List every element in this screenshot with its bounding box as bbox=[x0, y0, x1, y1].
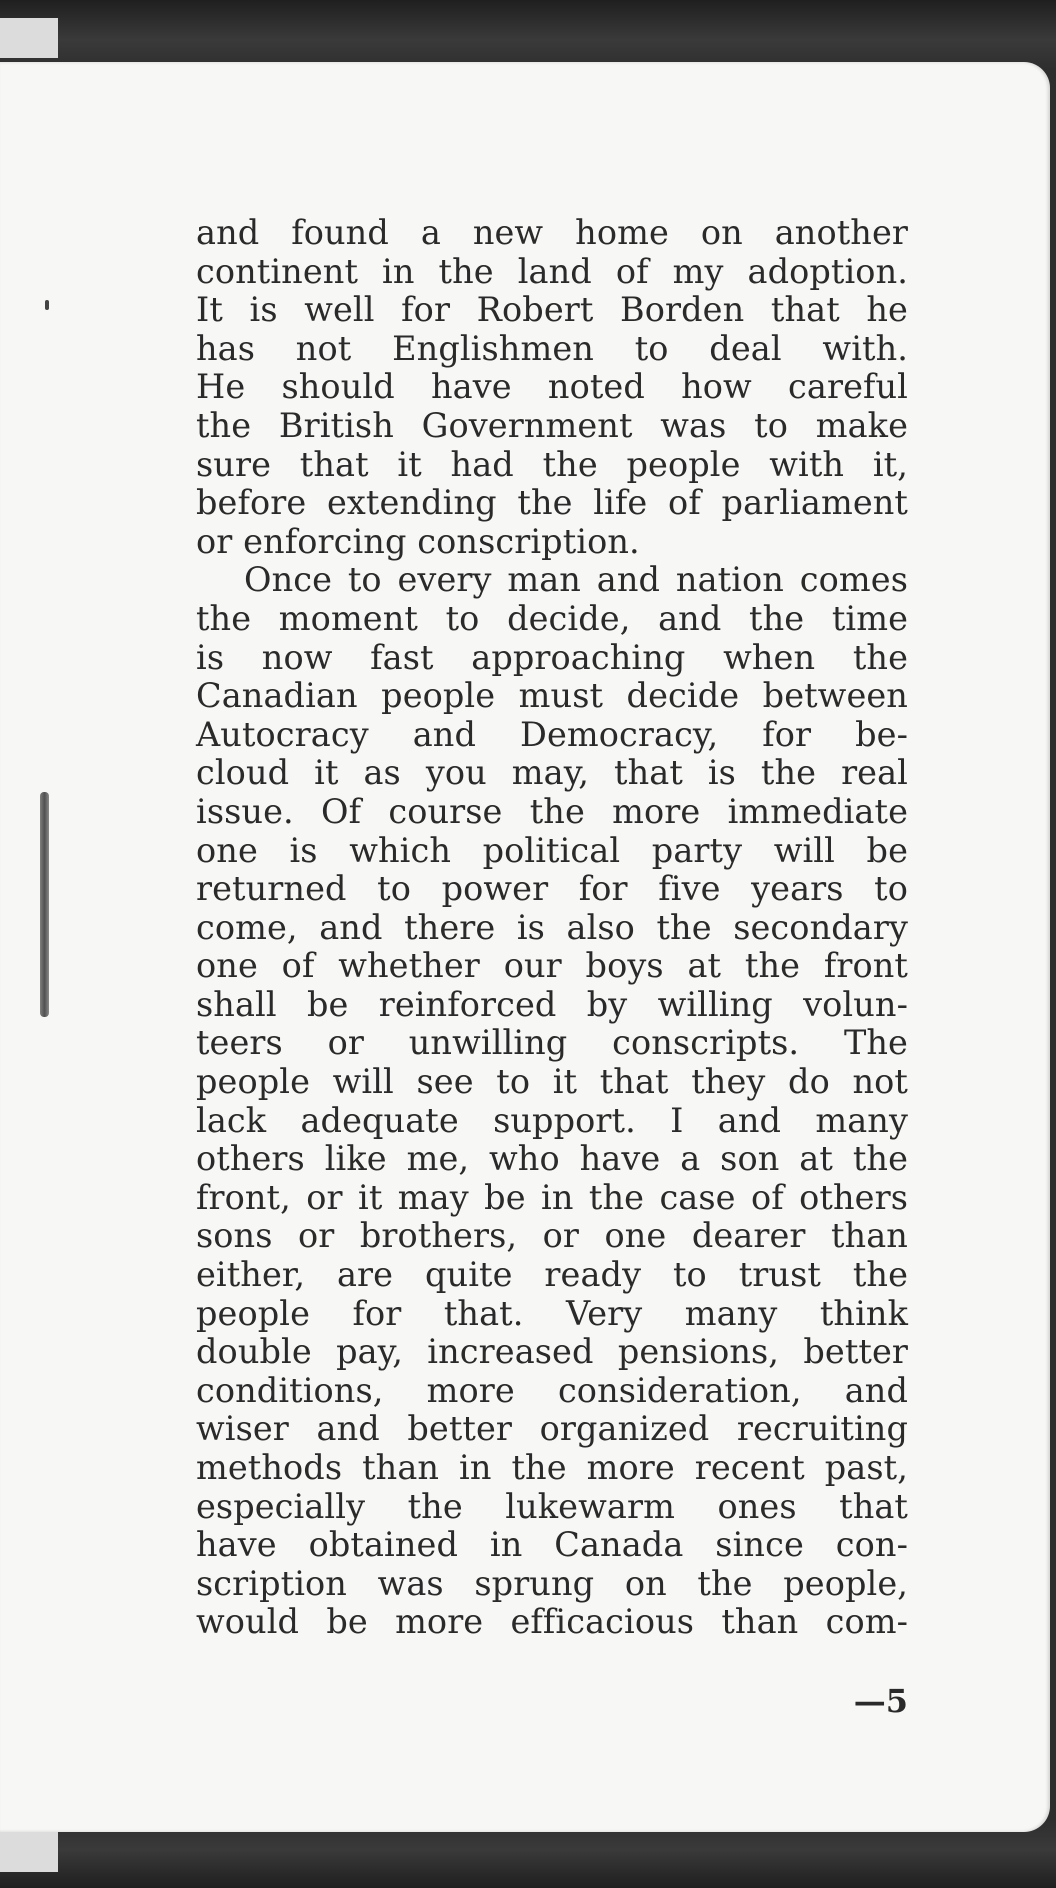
text-line: teers or unwilling conscripts. The bbox=[196, 1023, 908, 1063]
text-line: come, and there is also the secondary bbox=[196, 907, 908, 947]
text-line: or enforcing conscription. bbox=[196, 521, 640, 561]
text-line: one is which political party will be bbox=[196, 830, 908, 870]
text-line: the moment to decide, and the time bbox=[196, 598, 908, 638]
text-line: shall be reinforced by willing volun- bbox=[196, 984, 908, 1024]
scan-edge-strip-bottom bbox=[0, 1832, 58, 1872]
text-line: cloud it as you may, that is the real bbox=[196, 753, 908, 793]
scan-edge-strip-top bbox=[0, 18, 58, 58]
margin-mark bbox=[45, 300, 49, 310]
text-line: Autocracy and Democracy, for be- bbox=[196, 714, 908, 754]
text-line: sons or brothers, or one dearer than bbox=[196, 1216, 908, 1256]
body-text bbox=[196, 214, 908, 1642]
text-line: conditions, more consideration, and bbox=[196, 1370, 908, 1410]
text-line: the British Government was to make bbox=[196, 405, 908, 445]
text-line: has not Englishmen to deal with. bbox=[196, 328, 908, 368]
text-line: especially the lukewarm ones that bbox=[196, 1486, 908, 1526]
text-line: people will see to it that they do not bbox=[196, 1062, 908, 1102]
text-line: front, or it may be in the case of others bbox=[196, 1177, 908, 1217]
text-line: Canadian people must decide between bbox=[196, 676, 908, 716]
text-line: one of whether our boys at the front bbox=[196, 946, 908, 986]
text-line: and found a new home on another bbox=[196, 213, 908, 252]
text-line: have obtained in Canada since con- bbox=[196, 1525, 908, 1565]
page-number: —5 bbox=[853, 1682, 908, 1720]
text-line: would be more efficacious than com- bbox=[196, 1602, 908, 1642]
text-line: lack adequate support. I and many bbox=[196, 1100, 908, 1140]
text-line: people for that. Very many think bbox=[196, 1293, 908, 1333]
text-line: scription was sprung on the people, bbox=[196, 1563, 908, 1603]
text-line: It is well for Robert Borden that he bbox=[196, 290, 908, 330]
text-line: Once to every man and nation comes bbox=[244, 560, 908, 600]
text-line: sure that it had the people with it, bbox=[196, 444, 908, 484]
text-line: is now fast approaching when the bbox=[196, 637, 908, 677]
text-line: before extending the life of parliament bbox=[196, 483, 908, 523]
text-line: others like me, who have a son at the bbox=[196, 1139, 908, 1179]
text-line: methods than in the more recent past, bbox=[196, 1448, 908, 1487]
text-line: double pay, increased pensions, better bbox=[196, 1332, 908, 1372]
text-line: continent in the land of my adoption. bbox=[196, 251, 908, 291]
text-line: issue. Of course the more immediate bbox=[196, 791, 908, 831]
text-line: returned to power for five years to bbox=[196, 869, 908, 909]
text-line: either, are quite ready to trust the bbox=[196, 1255, 908, 1295]
binding-shadow bbox=[40, 792, 49, 1017]
text-line: He should have noted how careful bbox=[196, 367, 908, 407]
text-line: wiser and better organized recruiting bbox=[196, 1409, 908, 1449]
